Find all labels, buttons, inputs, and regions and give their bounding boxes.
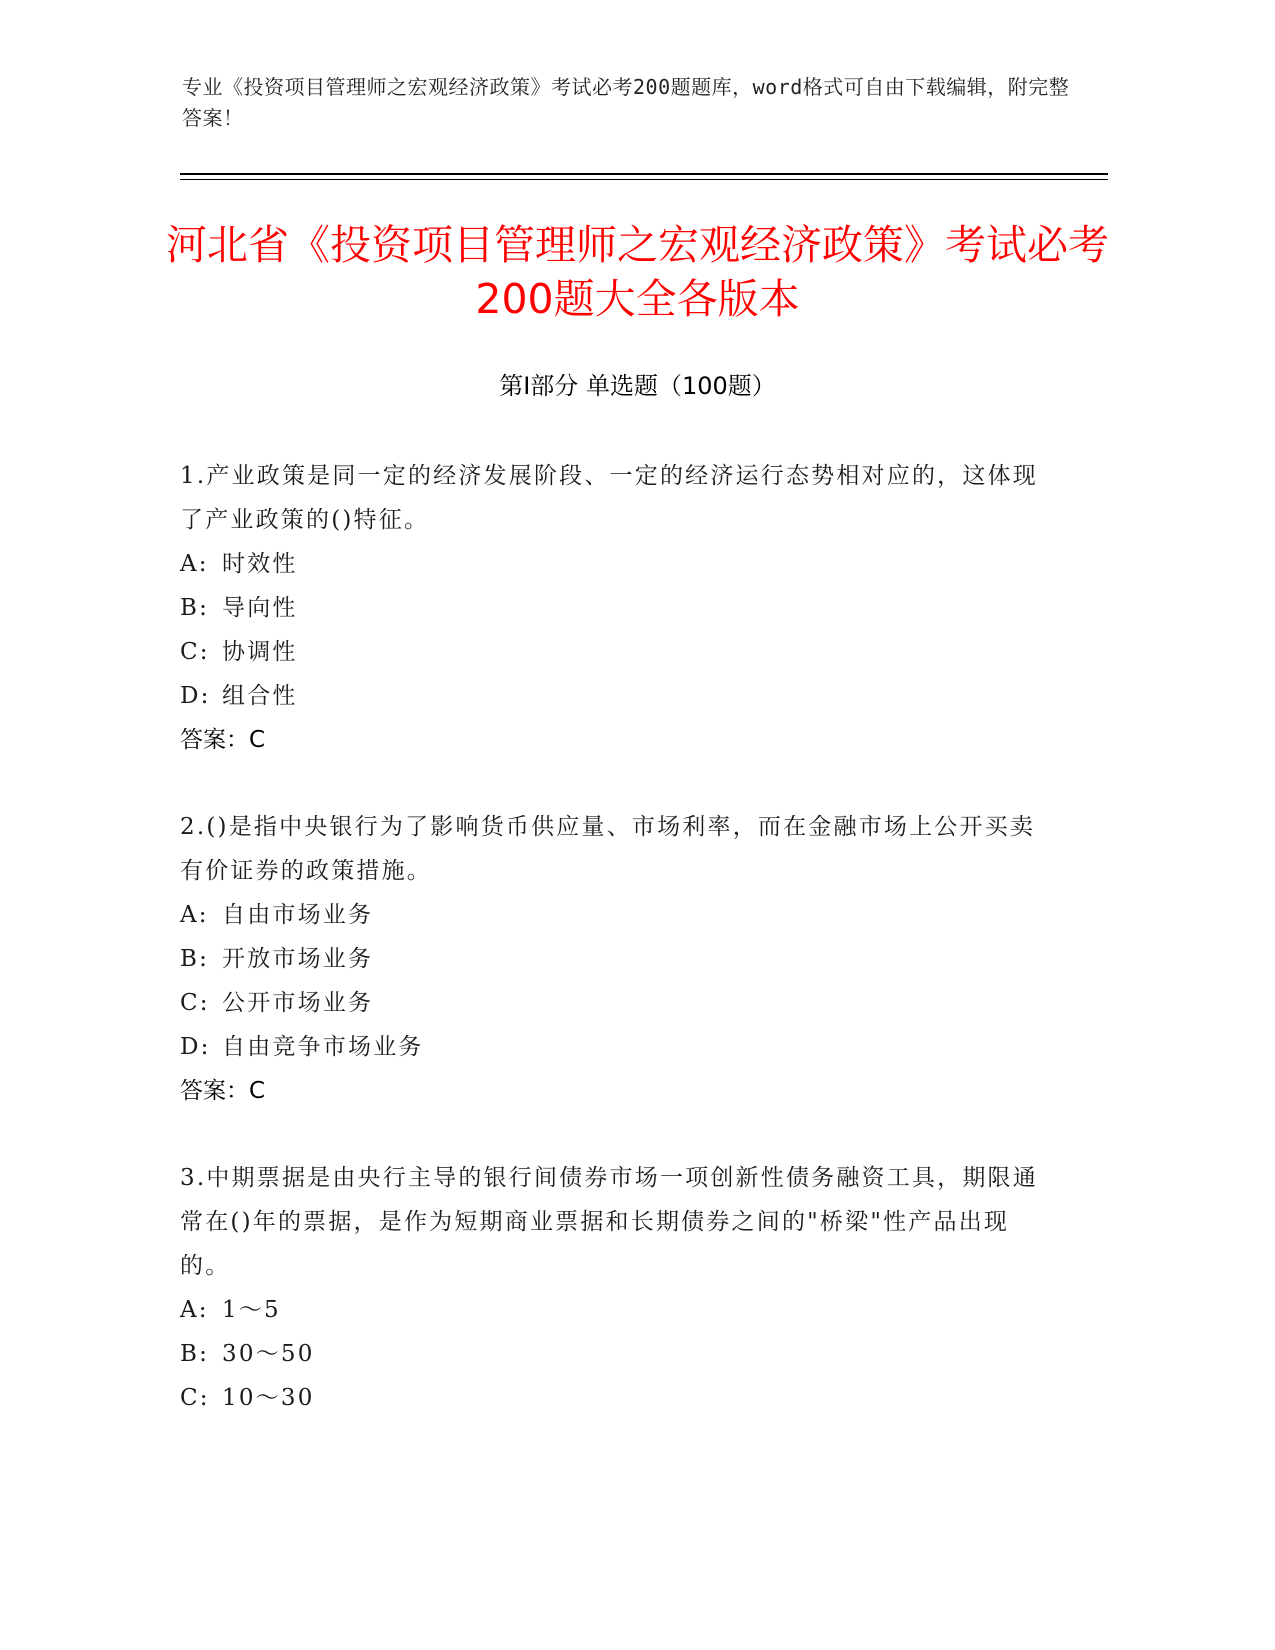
option-text: 自由竞争市场业务 <box>222 1034 424 1060</box>
question-stem: 3.中期票据是由央行主导的银行间债券市场一项创新性债务融资工具，期限通常在()年的票据，是作为短期商业票据和长期债券之间的"桥梁"性产品出现的。 <box>180 1165 1038 1279</box>
option-key: C: <box>180 990 210 1016</box>
question-3 <box>180 1156 1040 1420</box>
header-divider-thin <box>180 179 1108 180</box>
option-text: 公开市场业务 <box>222 990 374 1016</box>
option-text: 导向性 <box>222 595 298 621</box>
option-key: B: <box>180 946 210 972</box>
option-key: C: <box>180 639 210 665</box>
option-key: D: <box>180 683 211 709</box>
answer-line: 答案：C <box>180 727 266 753</box>
option-a <box>180 1288 1040 1332</box>
option-c <box>180 981 1040 1025</box>
question-list <box>180 454 1040 1463</box>
header-divider-thick <box>180 173 1108 175</box>
option-text: 1～5 <box>222 1297 281 1323</box>
option-text: 10～30 <box>222 1385 315 1411</box>
option-key: D: <box>180 1034 211 1060</box>
option-key: A: <box>180 902 209 928</box>
option-key: A: <box>180 551 209 577</box>
question-stem: 2.()是指中央银行为了影响货币供应量、市场利率，而在金融市场上公开买卖有价证券的政策措施。 <box>180 814 1036 884</box>
header-note: 专业《投资项目管理师之宏观经济政策》考试必考200题题库，word格式可自由下载编辑，附完整答案！ <box>182 75 1070 130</box>
option-c <box>180 630 1040 674</box>
option-text: 协调性 <box>222 639 298 665</box>
section-heading: 第I部分 单选题（100题） <box>499 372 776 400</box>
option-d <box>180 1025 1040 1069</box>
option-text: 30～50 <box>222 1341 315 1367</box>
option-key: C: <box>180 1385 210 1411</box>
option-c <box>180 1376 1040 1420</box>
option-text: 自由市场业务 <box>222 902 374 928</box>
option-text: 组合性 <box>222 683 298 709</box>
document-title: 河北省《投资项目管理师之宏观经济政策》考试必考200题大全各版本 <box>166 221 1109 323</box>
option-a <box>180 893 1040 937</box>
option-b <box>180 937 1040 981</box>
option-b <box>180 586 1040 630</box>
option-b <box>180 1332 1040 1376</box>
question-2 <box>180 805 1040 1113</box>
option-key: B: <box>180 595 210 621</box>
option-a <box>180 542 1040 586</box>
option-d <box>180 674 1040 718</box>
option-key: B: <box>180 1341 210 1367</box>
option-text: 时效性 <box>222 551 298 577</box>
option-key: A: <box>180 1297 209 1323</box>
question-1 <box>180 454 1040 762</box>
answer-line: 答案：C <box>180 1078 266 1104</box>
option-text: 开放市场业务 <box>222 946 374 972</box>
question-stem: 1.产业政策是同一定的经济发展阶段、一定的经济运行态势相对应的，这体现了产业政策的()特征。 <box>180 463 1038 533</box>
